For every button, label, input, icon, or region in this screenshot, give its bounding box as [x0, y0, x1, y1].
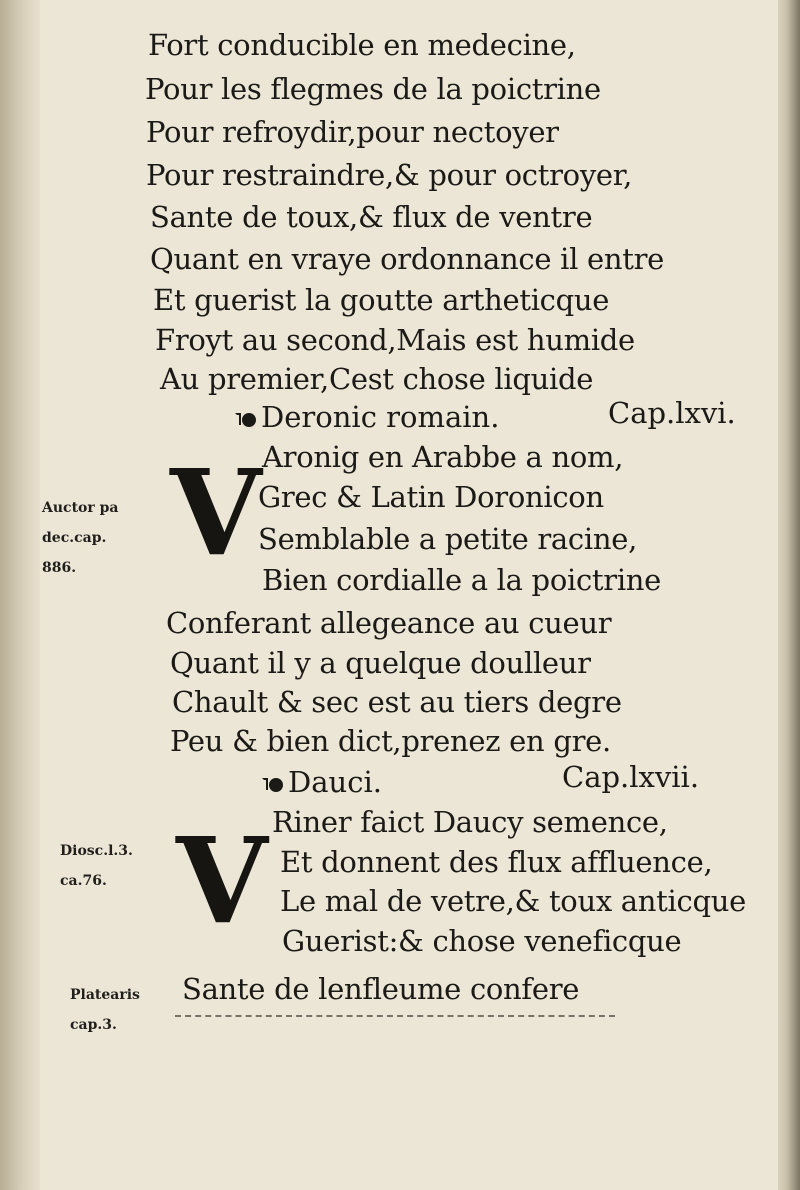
drop-cap: V [176, 811, 268, 950]
text-line: Riner faict Daucy semence, [272, 805, 668, 839]
chapter-number: Cap.lxvi. [608, 396, 736, 430]
text-line: Sante de toux,& flux de ventre [150, 200, 593, 234]
text-line: Fort conducible en medecine, [148, 28, 576, 62]
drop-cap: V [170, 443, 262, 582]
section-heading [233, 400, 499, 434]
text-line: Guerist:& chose veneficque [282, 924, 682, 958]
text-line: Au premier,Cest chose liquide [160, 362, 594, 396]
page-fore-edge [778, 0, 800, 1190]
text-line: Chault & sec est au tiers degre [172, 685, 622, 719]
text-line: Quant en vraye ordonnance il entre [150, 242, 665, 276]
text-line: Peu & bien dict,prenez en gre. [170, 724, 611, 758]
text-line: Pour refroydir,pour nectoyer [146, 115, 559, 149]
section-heading-text: Deronic romain. [261, 400, 500, 434]
section-heading [260, 765, 382, 799]
text-line: Aronig en Arabbe a nom, [262, 440, 624, 474]
text-line: Et guerist la goutte artheticque [153, 283, 610, 317]
margin-note: Auctor pa dec.cap. 886. [42, 500, 119, 576]
text-line: Et donnent des flux affluence, [280, 845, 713, 879]
dashed-rule [175, 1015, 615, 1017]
margin-note: Diosc.l.3. ca.76. [60, 843, 133, 889]
section-heading-text: Dauci. [288, 765, 382, 799]
text-line: Quant il y a quelque doulleur [170, 646, 591, 680]
text-line: Pour restraindre,& pour octroyer, [146, 158, 633, 192]
text-line: Le mal de vetre,& toux anticque [280, 884, 746, 918]
text-line: Pour les flegmes de la poictrine [145, 72, 601, 106]
margin-note: Platearis cap.3. [70, 987, 140, 1033]
text-line: Grec & Latin Doronicon [258, 480, 604, 514]
fleuron-icon [233, 409, 257, 429]
page-gutter [0, 0, 40, 1190]
text-line: Froyt au second,Mais est humide [155, 323, 635, 357]
chapter-number: Cap.lxvii. [562, 760, 700, 794]
text-line: Sante de lenfleume confere [182, 972, 580, 1006]
text-line: Semblable a petite racine, [258, 522, 637, 556]
text-line: Bien cordialle a la poictrine [262, 563, 662, 597]
fleuron-icon [260, 774, 284, 794]
text-line: Conferant allegeance au cueur [166, 606, 612, 640]
